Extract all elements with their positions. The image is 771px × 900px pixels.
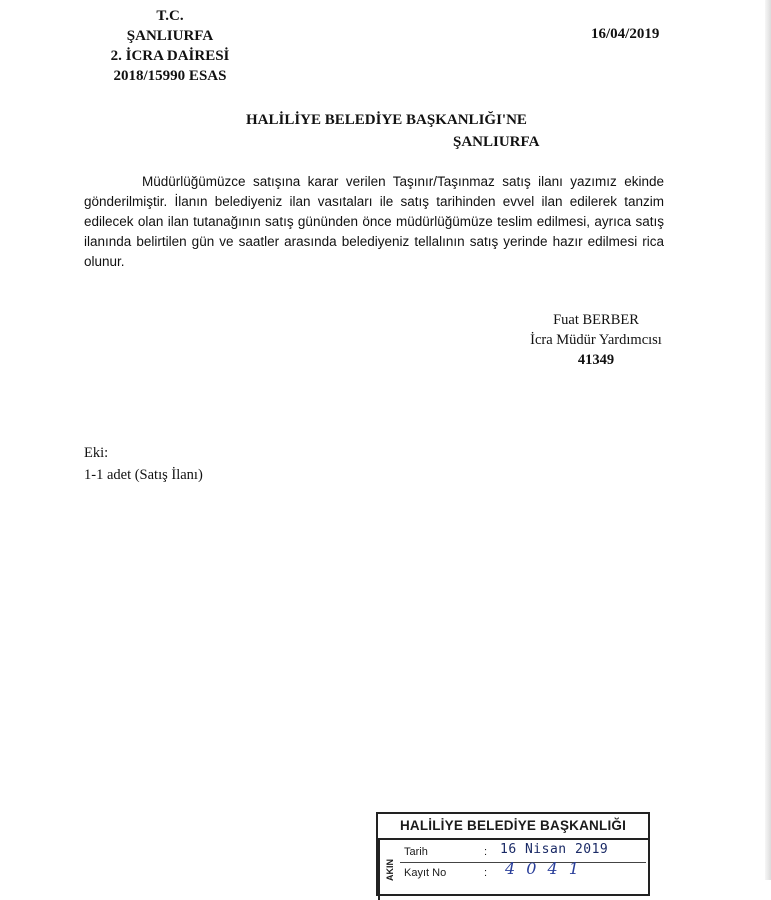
document-date: 16/04/2019 bbox=[591, 26, 660, 42]
page-edge-shadow bbox=[765, 0, 771, 880]
stamp-registry-value: 4 0 4 1 bbox=[505, 859, 582, 878]
addressee-name: HALİLİYE BELEDİYE BAŞKANLIĞI'NE bbox=[246, 112, 527, 128]
attachments-block bbox=[84, 442, 203, 486]
signatory-number: 41349 bbox=[577, 352, 615, 368]
body-paragraph: Müdürlüğümüzce satışına karar verilen Taşınır/Taşınmaz satış ilanı yazımız ekinde gönderilmiştir. İlanın belediyeniz ilan vasıtaları ile satış tarihinden evvel ilan edilerek tanzim edilecek olan ilan tutanağının satış gününden önce müdürlüğümüze teslim edilmesi, ayrıca satış ilanında belirtilen gün ve saatler arasında belediyeniz tellalının satış yerinde hazır edilmesi rica olunur. bbox=[84, 174, 664, 269]
issuer-header bbox=[100, 6, 240, 86]
stamp-date-label: Tarih bbox=[404, 846, 428, 858]
signatory-name: Fuat BERBER bbox=[553, 312, 639, 328]
signatory-title: İcra Müdür Yardımcısı bbox=[530, 332, 662, 348]
header-city: ŞANLIURFA bbox=[126, 28, 214, 44]
stamp-registry-label: Kayıt No bbox=[404, 867, 447, 879]
addressee bbox=[246, 109, 539, 153]
stamp-registry-colon: : bbox=[484, 867, 488, 879]
stamp-title: HALİLİYE BELEDİYE BAŞKANLIĞI bbox=[378, 814, 648, 840]
stamp-date-colon: : bbox=[484, 846, 488, 858]
receipt-stamp bbox=[376, 812, 650, 896]
attachments-item: 1-1 adet (Satış İlanı) bbox=[84, 467, 203, 483]
stamp-registry-row bbox=[400, 859, 646, 883]
header-office: 2. İCRA DAİRESİ bbox=[110, 48, 230, 64]
stamp-side-label: AKIN bbox=[378, 840, 400, 900]
addressee-city: ŞANLIURFA bbox=[453, 134, 540, 150]
stamp-date-value: 16 Nisan 2019 bbox=[500, 842, 609, 857]
signature-block bbox=[521, 310, 671, 370]
header-case-number: 2018/15990 ESAS bbox=[113, 68, 227, 84]
header-tc: T.C. bbox=[156, 8, 184, 24]
attachments-label: Eki: bbox=[84, 445, 109, 461]
